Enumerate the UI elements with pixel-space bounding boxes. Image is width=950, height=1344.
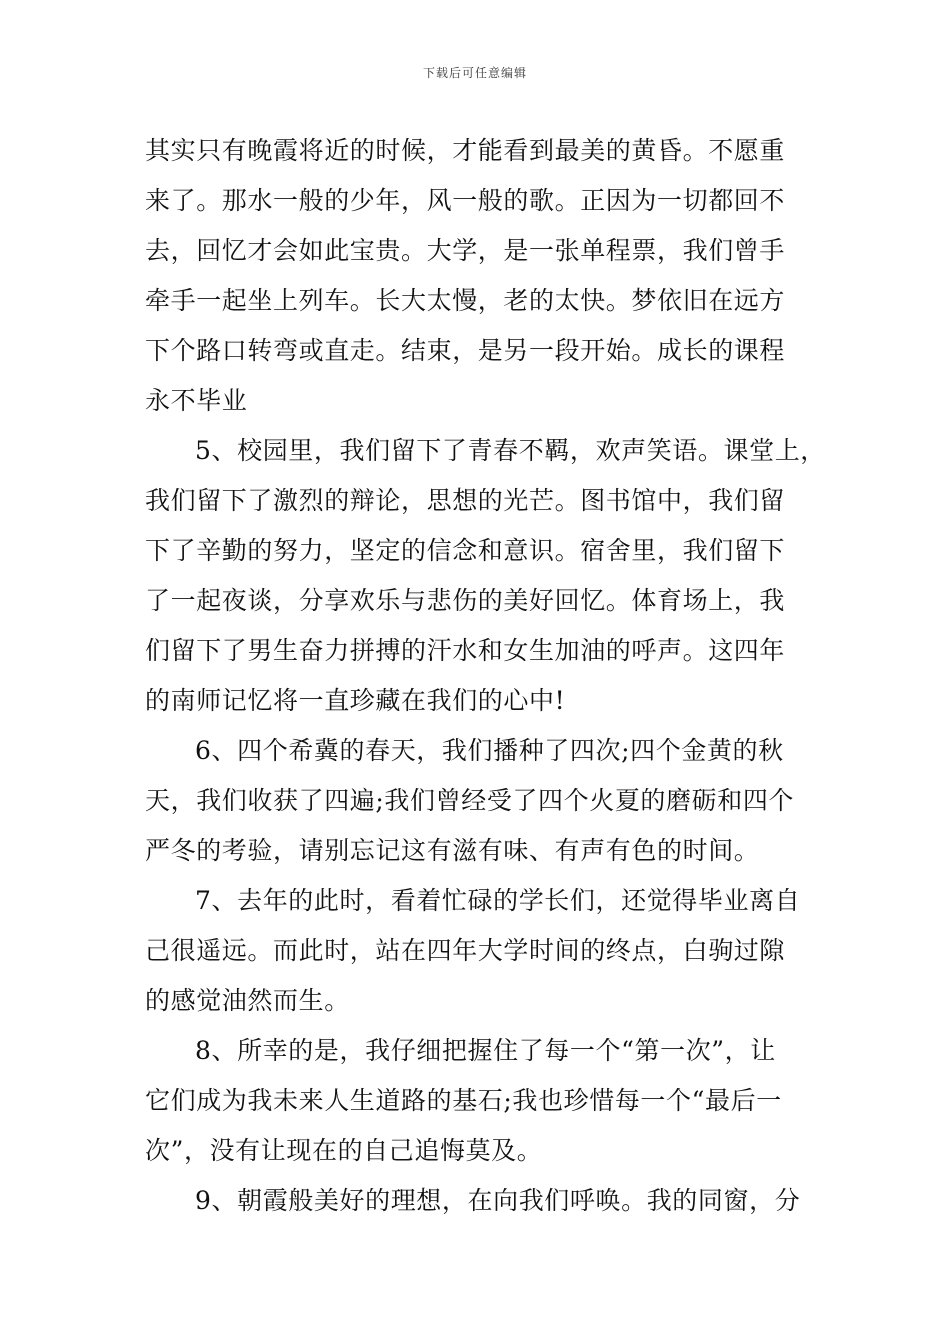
text-line: 永不毕业	[145, 386, 248, 415]
text-line: 了一起夜谈，分享欢乐与悲伤的美好回忆。体育场上，我	[145, 586, 786, 615]
text-line: 7、去年的此时，看着忙碌的学长们，还觉得毕业离自	[195, 886, 801, 915]
page-header: 下载后可任意编辑	[422, 66, 527, 80]
text-line: 牵手一起坐上列车。长大太慢，老的太快。梦依旧在远方	[145, 286, 786, 315]
text-line: 己很遥远。而此时，站在四年大学时间的终点，白驹过隙	[145, 936, 786, 965]
text-line: 的南师记忆将一直珍藏在我们的心中!	[145, 686, 566, 715]
text-line: 9、朝霞般美好的理想，在向我们呼唤。我的同窗，分	[195, 1186, 801, 1215]
text-line: 次”，没有让现在的自己追悔莫及。	[145, 1136, 543, 1165]
text-line: 来了。那水一般的少年，风一般的歌。正因为一切都回不	[145, 186, 786, 215]
paragraph-9	[145, 1176, 817, 1226]
paragraph-7	[145, 876, 817, 1026]
text-line: 下个路口转弯或直走。结束，是另一段开始。成长的课程	[145, 336, 786, 365]
text-line: 5、校园里，我们留下了青春不羁，欢声笑语。课堂上，	[195, 436, 826, 465]
document-body	[145, 126, 826, 1226]
text-line: 其实只有晚霞将近的时候，才能看到最美的黄昏。不愿重	[145, 136, 786, 165]
text-line: 它们成为我未来人生道路的基石;我也珍惜每一个“最后一	[145, 1086, 782, 1115]
paragraph-6	[145, 726, 817, 876]
text-line: 下了辛勤的努力，坚定的信念和意识。宿舍里，我们留下	[145, 536, 786, 565]
text-line: 严冬的考验，请别忘记这有滋有味、有声有色的时间。	[145, 836, 760, 865]
paragraph-continuation	[145, 126, 817, 426]
text-line: 8、所幸的是，我仔细把握住了每一个“第一次”，让	[195, 1036, 776, 1065]
text-line: 6、四个希冀的春天，我们播种了四次;四个金黄的秋	[195, 736, 784, 765]
text-line: 天，我们收获了四遍;我们曾经受了四个火夏的磨砺和四个	[145, 786, 795, 815]
paragraph-8	[145, 1026, 817, 1176]
text-line: 的感觉油然而生。	[145, 986, 350, 1015]
text-line: 我们留下了激烈的辩论，思想的光芒。图书馆中，我们留	[145, 486, 786, 515]
text-line: 去，回忆才会如此宝贵。大学，是一张单程票，我们曾手	[145, 236, 786, 265]
paragraph-5	[145, 426, 826, 726]
text-line: 们留下了男生奋力拼搏的汗水和女生加油的呼声。这四年	[145, 636, 786, 665]
